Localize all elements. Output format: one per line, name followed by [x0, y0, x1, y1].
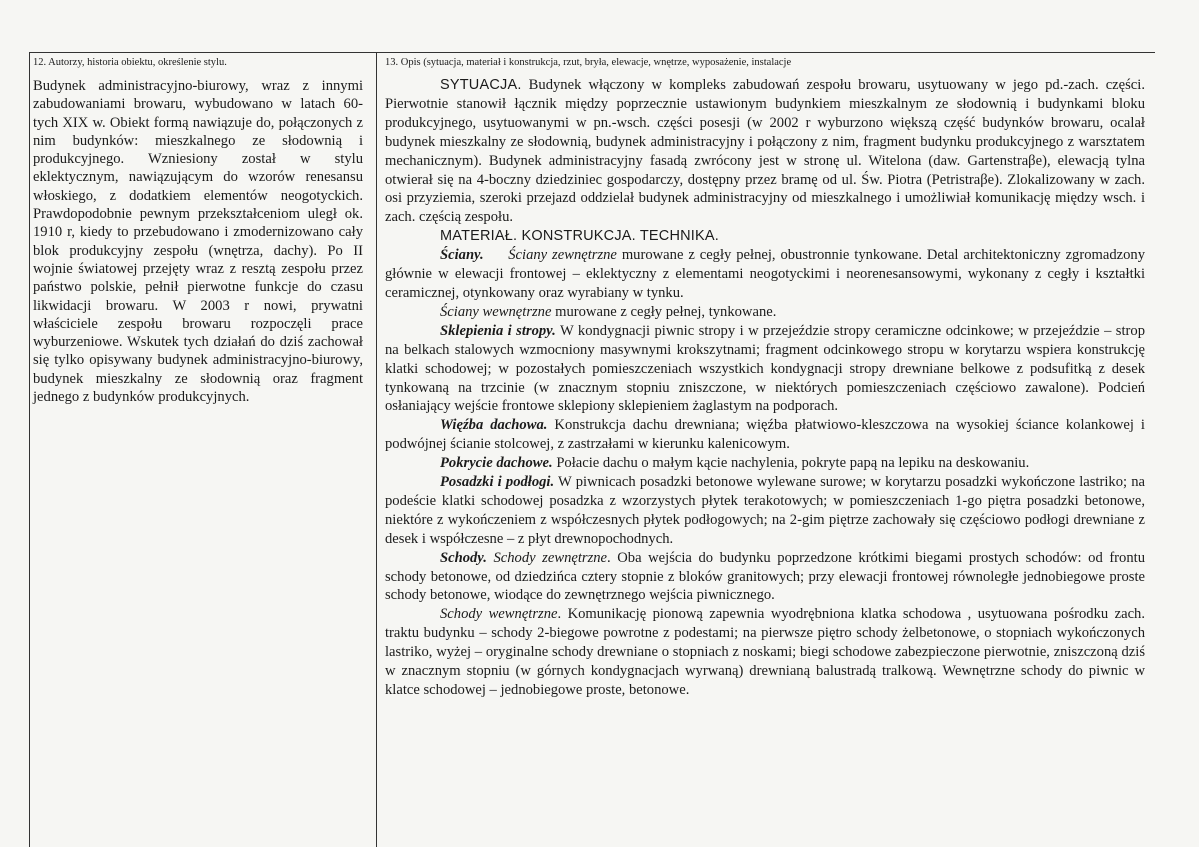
left-border [29, 52, 30, 847]
schody-text: . Oba wejścia do budynku poprzedzone krótkimi biegami prostych schodów: od frontu schody betonowe, od dziedzińca cztery stopnie z bloków granitowych; przy elewacji frontowej równoległe jednobiegowe proste schody betonowe, wiodące do zewnętrznego wejścia piwnicznego. [385, 549, 1145, 604]
pokrycie-paragraph [385, 454, 1145, 473]
column-divider [376, 52, 377, 847]
schody-paragraph [385, 549, 1145, 606]
section-13 [385, 56, 1145, 700]
posadzki-label: Posadzki i podłogi. [440, 474, 555, 491]
sytuacja-text: Budynek włączony w kompleks zabudowań zespołu browaru, usytuowany w jego pd.-zach. części. Pierwotnie stanowił łącznik między poprzecznie ustawionym budynkiem mieszkalnym ze słodownią i budynkami bloku produkcyjnego, usytuowanymi w pn.-wsch. części posesji (w 2002 r wyburzono większą część budynków browaru, ocalał budynek mieszkalny ze słodownią, budynek administracyjny i połączony z nim, fragment budynku produkcyjnego z warsztatem mechanicznym). Budynek administracyjny fasadą zwrócony jest w stronę ul. Witelona (daw. Gartenstraβe), elewacją tylna otwierał się na 4-boczny dziedziniec gospodarczy, dostępny przez bramę od ul. Św. Piotra (Petristraβe). Zlokalizowany w zach. osi przyziemia, szeroki przejazd oddzielał budynek administracyjny od mieszkalnego i umożliwiał komunikację między wsch. i zach. częścią zespołu. [385, 77, 1145, 226]
sciany-wew-sub: Ściany wewnętrzne [440, 303, 552, 320]
schody-wew-paragraph [385, 605, 1145, 700]
posadzki-paragraph [385, 473, 1145, 549]
sytuacja-paragraph [385, 76, 1145, 227]
section-12-text: Budynek administracyjno-biurowy, wraz z innymi zabudowaniami browaru, wybudowano w latach 60-tych XIX w. Obiekt formą nawiązuje do, połączonych z nim budynków: mieszkalnego ze słodownią i produkcyjnego. Wzniesiony został w stylu eklektycznym, nawiązującym do wzorów renesansu włoskiego, z dodatkiem elementów neogotyckich. Prawdopodobnie pewnym przekształceniom uległ ok. 1910 r, kiedy to przebudowano i zmodernizowano cały blok produkcyjny zespołu (wnętrza, dachy). Po II wojnie światowej przejęty wraz z resztą zespołu przez państwo polskie, pełnił pierwotne funkcje do czasu likwidacji browaru. W 2003 r nowi, prywatni właściciele zespołu browaru rozpoczęli prace wyburzeniowe. Wskutek tych działań do dziś zachował się tylko opisywany budynek administracyjno-biurowy, budynek mieszkalny ze słodownią oraz fragment jednego z budynków produkcyjnych. [33, 78, 363, 406]
schody-label: Schody. [440, 549, 487, 566]
schody-wew-text: . Komunikację pionową zapewnia wyodrębniona klatka schodowa , usytuowana pośrodku zach. traktu budynku – schody 2-biegowe powrotne z podestami; na pierwsze piętro schody żelbetonowe, o stopniach wykończonych lastriko, wyżej – oryginalne schody drewniane o stopniach z noskami; biegi schodowe zabezpieczone pierwotnie, zniszczoną dziś w znacznym stopniu (w górnych kondygnacjach wyrwaną) drewnianą balustradą tralkową. Wewnętrzne schody do piwnic w klatce schodowej – jednobiegowe proste, betonowe. [385, 606, 1145, 698]
posadzki-text: W piwnicach posadzki betonowe wylewane surowe; w korytarzu posadzki wykończone lastriko; na podeście klatki schodowej posadzka z wzorzystych płytek terakotowych; w pomieszczeniach 1-go piętra posadzki betonowe, niektóre z wykończeniem z współczesnych płytek podłogowych; na 2-gim piętrze zachowały się częściowo podłogi drewniane z desek i współczesne – z płyt drewnopochodnych. [385, 474, 1145, 547]
sklepienia-text: W kondygnacji piwnic stropy i w przejeździe stropy ceramiczne odcinkowe; w przejeździe – strop na belkach stalowych wzmocniony masywnymi krokszytnami; fragment odcinkowego stropu w korytarzu wspiera konstrukcję klatki schodowej; w pozostałych pomieszczeniach wszystkich kondygnacji stropy drewniane belkowe z podsufitką z desek tynkowaną na trzcinie (w znacznym stopniu zniszczone, w niektórych pomieszczeniach częściowo zawalone). Podcień osłaniający wejście frontowe sklepiony sklepieniem żaglastym na podporach. [385, 322, 1145, 415]
sciany-wew-text: murowane z cegły pełnej, tynkowane. [551, 303, 777, 320]
wiezba-label: Więźba dachowa. [440, 417, 548, 434]
sklepienia-paragraph [385, 322, 1145, 417]
section-12 [33, 56, 363, 406]
sciany-paragraph [385, 246, 1145, 303]
schody-sub: Schody zewnętrzne [486, 549, 608, 566]
pokrycie-label: Pokrycie dachowe. [440, 455, 553, 472]
section-13-header: 13. Opis (sytuacja, materiał i konstrukcja, rzut, bryła, elewacje, wnętrze, wyposażenie, instalacje [385, 57, 792, 68]
pokrycie-text: Połacie dachu o małym kącie nachylenia, pokryte papą na lepiku na deskowaniu. [552, 455, 1030, 472]
sciany-wew-paragraph [385, 303, 1145, 322]
wiezba-paragraph [385, 416, 1145, 454]
sklepienia-label: Sklepienia i stropy. [440, 322, 556, 339]
wiezba-text: Konstrukcja dachu drewniana; więźba płatwiowo-kleszczowa na wysokiej ściance kolankowej i podwójnej ścianie stolcowej, z zastrzałami w kierunku kalenicowym. [385, 417, 1145, 453]
schody-wew-sub: Schody wewnętrzne [440, 606, 558, 623]
sciany-text: murowane z cegły pełnej, obustronnie tynkowane. Detal architektoniczny zgromadzony głównie w elewacji frontowej – eklektyczny z elementami neogotyckimi i neorenesansowymi, wykonany z cegły i kształtki ceramicznej, otynkowany oraz wyrabiany w tynku. [385, 247, 1145, 301]
material-heading: MATERIAŁ. KONSTRUKCJA. TECHNIKA. [440, 228, 719, 245]
section-12-header: 12. Autorzy, historia obiektu, określenie stylu. [33, 57, 227, 68]
material-heading-paragraph [385, 227, 1145, 246]
sciany-sub: Ściany zewnętrzne [508, 247, 617, 264]
sciany-label: Ściany. [440, 247, 484, 264]
sytuacja-heading: SYTUACJA. [440, 77, 522, 93]
